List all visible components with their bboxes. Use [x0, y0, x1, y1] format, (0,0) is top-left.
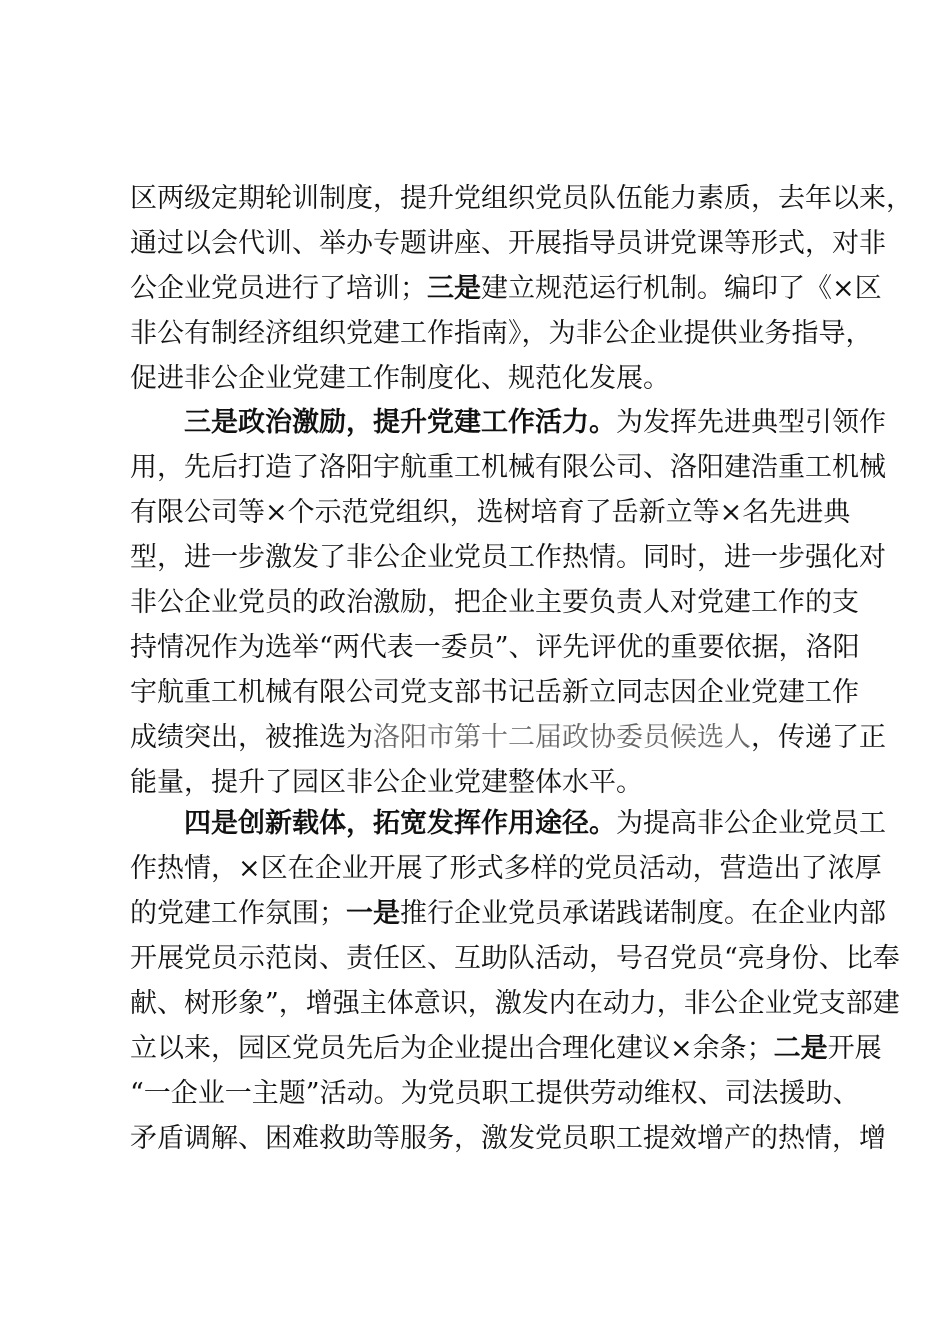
highlighted-text: 洛阳市第十二届政协委员候选人 — [373, 722, 751, 753]
text-line: 开展党员示范岗、责任区、互助队活动，号召党员“亮身份、比奉 — [130, 943, 900, 974]
text-segment: 立以来，园区党员先后为企业提出合理化建议×余条； — [130, 1033, 774, 1064]
text-line — [130, 715, 886, 760]
text-line: 能量，提升了园区非公企业党建整体水平。 — [130, 767, 643, 798]
text-segment: 为提高非公企业党员工 — [616, 808, 886, 839]
text-line — [130, 400, 886, 445]
text-segment: 开展 — [827, 1033, 882, 1064]
text-line: 作热情，×区在企业开展了形式多样的党员活动，营造出了浓厚 — [130, 853, 882, 884]
text-line — [130, 891, 886, 936]
text-segment: 公企业党员进行了培训； — [130, 273, 427, 304]
text-line — [130, 266, 882, 311]
text-line: 型，进一步激发了非公企业党员工作热情。同时，进一步强化对 — [130, 542, 886, 573]
text-line: 有限公司等×个示范党组织，选树培育了岳新立等×名先进典 — [130, 497, 851, 528]
paragraph-heading: 四是创新载体，拓宽发挥作用途径。 — [184, 808, 616, 839]
text-line: 通过以会代训、举办专题讲座、开展指导员讲党课等形式，对非 — [130, 228, 886, 259]
text-line: 宇航重工机械有限公司党支部书记岳新立同志因企业党建工作 — [130, 677, 859, 708]
bold-marker: 三是 — [427, 273, 481, 304]
text-line: 促进非公企业党建工作制度化、规范化发展。 — [130, 363, 670, 394]
text-line: 持情况作为选举“两代表一委员”、评先评优的重要依据，洛阳 — [130, 632, 860, 663]
text-line: “一企业一主题”活动。为党员职工提供劳动维权、司法援助、 — [130, 1078, 860, 1109]
paragraph-heading: 三是政治激励，提升党建工作活力。 — [184, 407, 616, 438]
text-line — [130, 1026, 882, 1071]
paragraph-innovation-carrier — [130, 801, 900, 1161]
text-segment: 建立规范运行机制。编印了《×区 — [481, 273, 882, 304]
text-segment: 的党建工作氛围； — [130, 898, 346, 929]
paragraph-political-incentive — [130, 400, 886, 805]
text-segment: ，传递了正 — [751, 722, 886, 753]
paragraph-continued — [130, 176, 913, 401]
text-segment: 成绩突出，被推选为 — [130, 722, 373, 753]
text-line: 非公有制经济组织党建工作指南》，为非公企业提供业务指导， — [130, 318, 873, 349]
text-line: 非公企业党员的政治激励，把企业主要负责人对党建工作的支 — [130, 587, 859, 618]
text-line: 矛盾调解、困难救助等服务，激发党员职工提效增产的热情，增 — [130, 1123, 886, 1154]
text-line: 用，先后打造了洛阳宇航重工机械有限公司、洛阳建浩重工机械 — [130, 452, 886, 483]
text-line: 献、树形象”，增强主体意识，激发内在动力，非公企业党支部建 — [130, 988, 900, 1019]
bold-marker: 二是 — [773, 1033, 828, 1064]
text-line — [130, 801, 886, 846]
text-line: 区两级定期轮训制度，提升党组织党员队伍能力素质，去年以来， — [130, 183, 913, 214]
text-segment: 为发挥先进典型引领作 — [616, 407, 886, 438]
text-segment: 推行企业党员承诺践诺制度。在企业内部 — [400, 898, 886, 929]
bold-marker: 一是 — [346, 898, 400, 929]
